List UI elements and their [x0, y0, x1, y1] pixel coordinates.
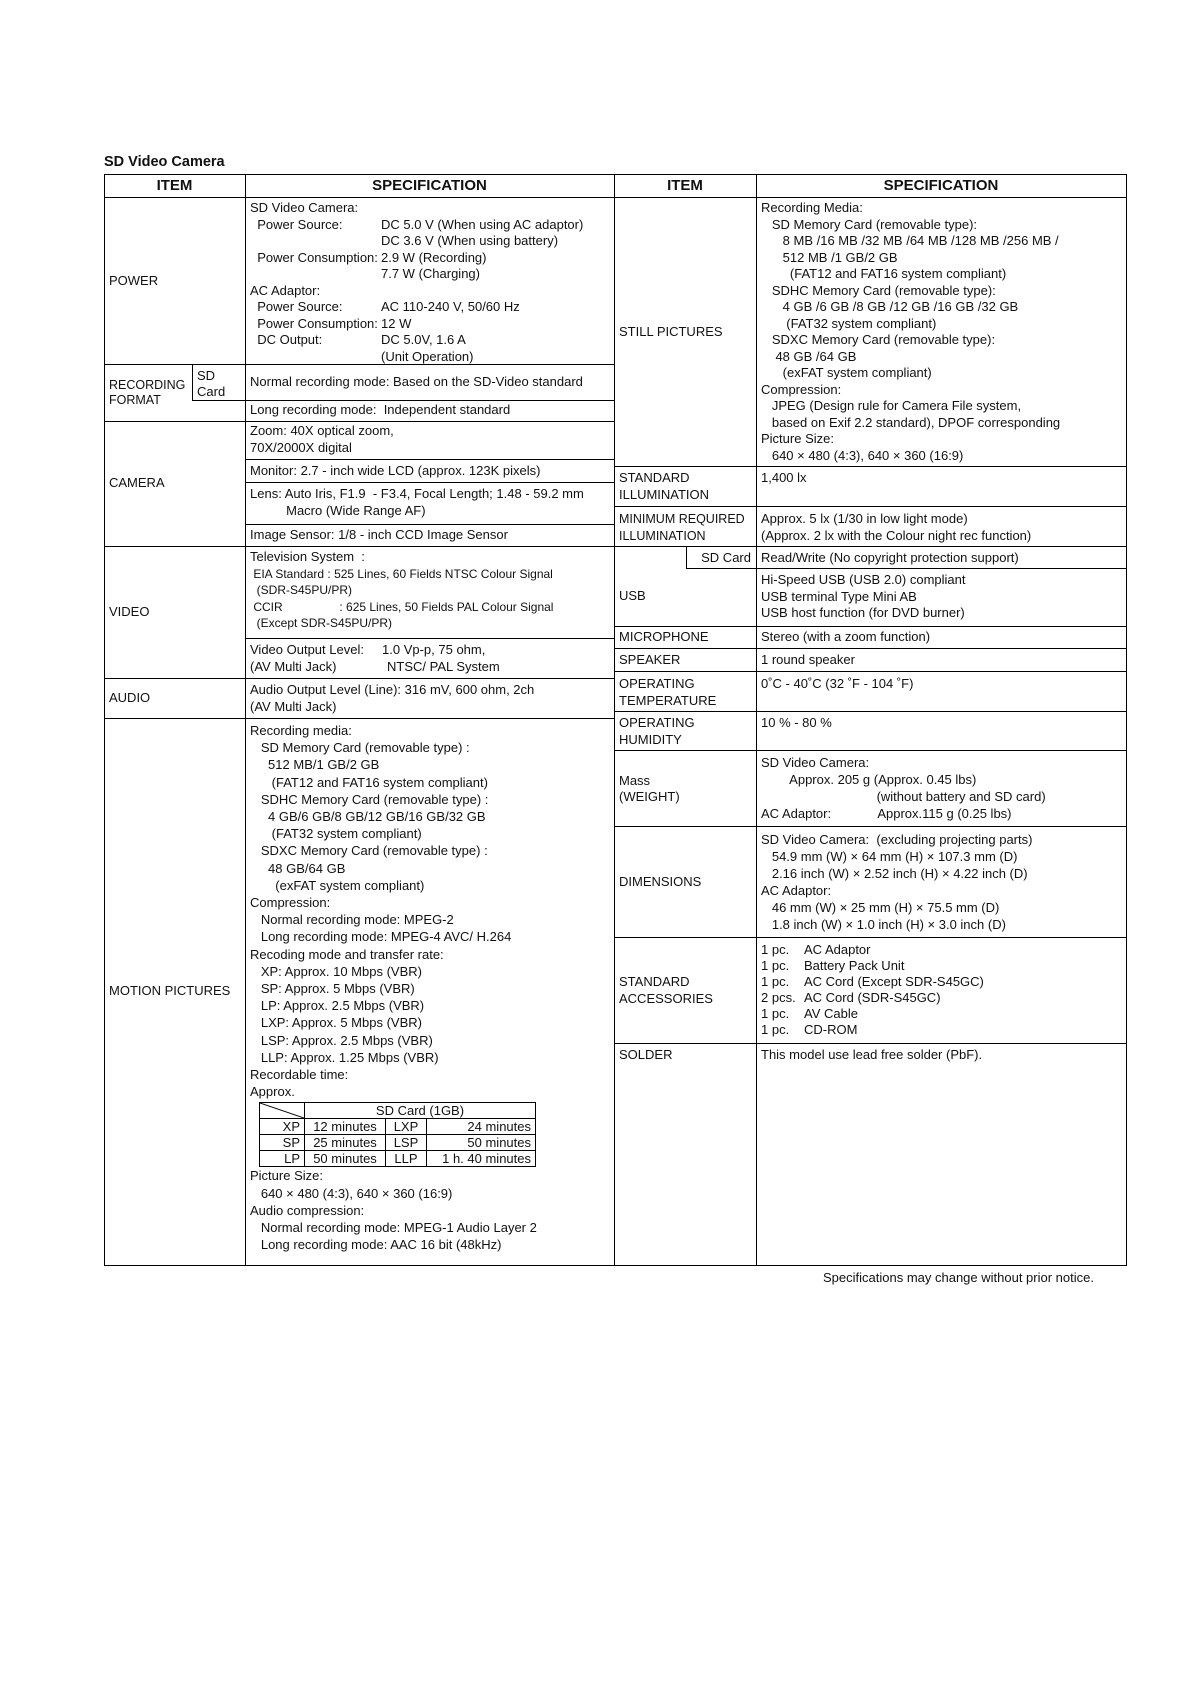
spec-line: 640 × 480 (4:3), 640 × 360 (16:9) — [761, 447, 964, 463]
accessory-qty: 1 pc. — [761, 958, 790, 973]
spec-line: Compression: — [761, 381, 842, 397]
spec-power — [245, 198, 614, 367]
item-camera: CAMERA — [109, 475, 165, 491]
spec-line: SDHC Memory Card (removable type): — [761, 282, 996, 298]
list-item — [761, 1006, 1121, 1022]
spec-line: SDXC Memory Card (removable type): — [761, 332, 996, 347]
spec-line — [250, 332, 609, 349]
spec-line: Audio compression: — [250, 1202, 365, 1218]
spec-line: LLP: Approx. 1.25 Mbps (VBR) — [250, 1049, 439, 1065]
spec-line — [250, 233, 609, 250]
spec-line: Normal recording mode: MPEG-1 Audio Layer 2 — [250, 1220, 537, 1236]
spec-line: LXP: Approx. 5 Mbps (VBR) — [250, 1015, 422, 1031]
item-standard-accessories: STANDARD ACCESSORIES — [619, 974, 713, 1006]
spec-usb-sd-card: Read/Write (No copyright protection support) — [761, 550, 1019, 565]
spec-mass: SD Video Camera: Approx. 205 g (Approx. 0.45 lbs) (without battery and SD card) AC Adaptor: Approx.115 g (0.25 lbs) — [761, 755, 1046, 821]
spec-line — [250, 599, 609, 616]
spec-key — [250, 233, 381, 250]
spec-key: Power Source: — [250, 299, 343, 314]
spec-line: Picture Size: — [250, 1168, 323, 1184]
spec-microphone: Stereo (with a zoom function) — [761, 629, 931, 645]
table-row: XP 12 minutes LXP 24 minutes — [260, 1119, 536, 1135]
spec-line: JPEG (Design rule for Camera File system, — [761, 398, 1022, 413]
spec-line: (exFAT system compliant) — [761, 365, 932, 380]
recordable-time-table — [259, 1102, 536, 1167]
spec-line: 48 GB /64 GB — [761, 348, 857, 364]
spec-line — [250, 615, 609, 632]
accessory-name: CD-ROM — [804, 1022, 858, 1037]
spec-value: DC 5.0V, 1.6 A — [381, 332, 466, 347]
item-solder: SOLDER — [619, 1047, 673, 1062]
spec-line: Long recording mode: MPEG-4 AVC/ H.264 — [250, 929, 512, 945]
spec-standard-accessories — [756, 940, 1126, 1040]
spec-value: (Unit Operation) — [381, 348, 474, 364]
item-dimensions: DIMENSIONS — [619, 873, 702, 889]
spec-value: 12 W — [381, 315, 412, 331]
accessory-name: AC Cord (SDR-S45GC) — [804, 990, 941, 1005]
spec-camera-sensor: Image Sensor: 1/8 - inch CCD Image Sensor — [250, 527, 508, 543]
item-power: POWER — [109, 273, 159, 289]
item-microphone: MICROPHONE — [619, 629, 709, 645]
header-item-left: ITEM — [156, 177, 193, 194]
spec-line: (FAT12 and FAT16 system compliant) — [250, 774, 488, 790]
table-row: LP 50 minutes LLP 1 h. 40 minutes — [260, 1151, 536, 1167]
spec-dimensions: SD Video Camera: (excluding projecting parts) 54.9 mm (W) × 64 mm (H) × 107.3 mm (D) 2.16 inch (W) × 2.52 inch (H) × 4.22 inch (D) AC Adaptor: 46 mm (W) × 25 mm (H) × 75.5 mm (D) 1.8 inch (W) × 1.0 inch (H) × 3.0 inch (D) — [761, 832, 1033, 932]
spec-motion-pictures — [245, 720, 614, 1255]
spec-line: 640 × 480 (4:3), 640 × 360 (16:9) — [250, 1185, 453, 1201]
spec-standard-illumination: 1,400 lx — [761, 470, 807, 485]
spec-value: AC 110-240 V, 50/60 Hz — [381, 299, 520, 314]
list-item — [761, 1022, 1121, 1038]
spec-line: 48 GB/64 GB — [250, 860, 346, 876]
accessory-qty: 1 pc. — [761, 974, 790, 989]
item-recording-format-sub: SD Card — [197, 368, 226, 399]
spec-video-output: Video Output Level: 1.0 Vp-p, 75 ohm, (AV Multi Jack) NTSC/ PAL System — [250, 642, 500, 674]
accessory-name: Battery Pack Unit — [804, 958, 905, 973]
spec-value: 7.7 W (Charging) — [381, 266, 480, 281]
spec-key: SD Video Camera: — [250, 200, 359, 215]
spec-line — [250, 582, 609, 599]
spec-recording-normal: Normal recording mode: Based on the SD-Video standard — [250, 374, 583, 390]
spec-solder: This model use lead free solder (PbF). — [761, 1047, 983, 1062]
spec-key: Television System : — [250, 549, 365, 564]
spec-line: 8 MB /16 MB /32 MB /64 MB /128 MB /256 MB / — [761, 233, 1059, 248]
item-speaker: SPEAKER — [619, 651, 681, 667]
spec-line: SDXC Memory Card (removable type) : — [250, 843, 488, 859]
item-video: VIDEO — [109, 603, 150, 619]
list-item — [761, 942, 1121, 958]
item-still-pictures: STILL PICTURES — [619, 323, 723, 339]
spec-key: Power Consumption: — [250, 315, 378, 331]
accessory-qty: 1 pc. — [761, 1006, 790, 1021]
list-item — [761, 958, 1121, 974]
spec-line: (exFAT system compliant) — [250, 877, 425, 893]
accessory-name: AC Adaptor — [804, 942, 871, 957]
spec-line: Recording media: — [250, 723, 352, 738]
spec-line: (FAT12 and FAT16 system compliant) — [761, 266, 1007, 281]
spec-key: AC Adaptor: — [250, 282, 321, 298]
footnote: Specifications may change without prior notice. — [823, 1270, 1094, 1285]
accessory-name: AV Cable — [804, 1006, 858, 1021]
spec-key: EIA Standard — [250, 566, 325, 581]
item-audio: AUDIO — [109, 689, 151, 705]
spec-value: 2.9 W (Recording) — [381, 249, 487, 265]
spec-line — [250, 250, 609, 267]
spec-min-illumination: Approx. 5 lx (1/30 in low light mode) (Approx. 2 lx with the Colour night rec function) — [761, 511, 1032, 543]
accessory-qty: 2 pcs. — [761, 990, 796, 1005]
item-usb-sd-card: SD Card — [701, 550, 751, 565]
item-operating-temperature: OPERATING TEMPERATURE — [619, 676, 717, 708]
spec-line: (FAT32 system compliant) — [250, 826, 422, 842]
spec-line: 4 GB /6 GB /8 GB /12 GB /16 GB /32 GB — [761, 299, 1019, 314]
spec-speaker: 1 round speaker — [761, 651, 855, 667]
spec-key — [250, 266, 381, 283]
accessory-qty: 1 pc. — [761, 942, 790, 957]
page-title: SD Video Camera — [104, 154, 225, 170]
spec-value: DC 3.6 V (When using battery) — [381, 233, 559, 248]
spec-line: Long recording mode: AAC 16 bit (48kHz) — [250, 1237, 502, 1253]
spec-camera-zoom: Zoom: 40X optical zoom, 70X/2000X digital — [250, 423, 394, 455]
item-recording-format: RECORDING FORMAT — [109, 378, 186, 407]
spec-line: (FAT32 system compliant) — [761, 315, 937, 331]
spec-value: DC 5.0 V (When using AC adaptor) — [381, 216, 584, 232]
spec-line: 4 GB/6 GB/8 GB/12 GB/16 GB/32 GB — [250, 809, 486, 825]
spec-line — [250, 299, 609, 316]
spec-recording-long: Long recording mode: Independent standard — [250, 402, 511, 418]
item-motion-pictures: MOTION PICTURES — [109, 983, 231, 999]
spec-line: Recoding mode and transfer rate: — [250, 946, 444, 962]
header-spec-left: SPECIFICATION — [372, 177, 487, 194]
spec-operating-humidity: 10 % - 80 % — [761, 715, 832, 730]
spec-key: Power Source: — [250, 216, 343, 232]
spec-still-pictures — [756, 198, 1126, 466]
item-min-illumination: MINIMUM REQUIRED ILLUMINATION — [619, 512, 745, 543]
spec-line: SP: Approx. 5 Mbps (VBR) — [250, 981, 415, 997]
spec-line — [250, 566, 609, 583]
spec-line: Approx. — [250, 1084, 295, 1100]
spec-line: Compression: — [250, 895, 331, 911]
spec-line — [250, 283, 609, 300]
spec-video-tv — [245, 547, 614, 634]
table-corner — [260, 1103, 305, 1119]
table-header: SD Card (1GB) — [305, 1103, 536, 1119]
spec-line: 512 MB /1 GB/2 GB — [761, 249, 898, 265]
spec-audio: Audio Output Level (Line): 316 mV, 600 ohm, 2ch (AV Multi Jack) — [250, 682, 535, 714]
item-mass: Mass (WEIGHT) — [619, 772, 680, 804]
item-usb: USB — [619, 588, 646, 604]
spec-value: : 625 Lines, 50 Fields PAL Colour Signal — [282, 599, 554, 614]
spec-key: CCIR — [250, 599, 283, 614]
spec-line: LP: Approx. 2.5 Mbps (VBR) — [250, 998, 425, 1014]
spec-line — [250, 349, 609, 366]
spec-camera-lens: Lens: Auto Iris, F1.9 - F3.4, Focal Length; 1.48 - 59.2 mm Macro (Wide Range AF) — [250, 486, 584, 518]
table-row: SP 25 minutes LSP 50 minutes — [260, 1135, 536, 1151]
spec-key: (Except SDR-S45PU/PR) — [250, 616, 393, 630]
spec-value: : 525 Lines, 60 Fields NTSC Colour Signal — [324, 566, 553, 581]
spec-line: SDHC Memory Card (removable type) : — [250, 791, 489, 807]
spec-key: DC Output: — [250, 332, 323, 347]
spec-camera-monitor: Monitor: 2.7 - inch wide LCD (approx. 123K pixels) — [250, 462, 541, 478]
spec-line: based on Exif 2.2 standard), DPOF corresponding — [761, 414, 1061, 430]
item-standard-illumination: STANDARD ILLUMINATION — [619, 470, 710, 502]
spec-line: Recording Media: — [761, 200, 863, 215]
accessory-qty: 1 pc. — [761, 1022, 790, 1037]
spec-line: SD Memory Card (removable type) : — [250, 740, 470, 756]
spec-usb: Hi-Speed USB (USB 2.0) compliant USB terminal Type Mini AB USB host function (for DVD burner) — [761, 572, 966, 620]
list-item — [761, 990, 1121, 1006]
spec-line: XP: Approx. 10 Mbps (VBR) — [250, 963, 422, 979]
spec-line — [250, 316, 609, 333]
header-spec-right: SPECIFICATION — [883, 177, 999, 194]
spec-line — [250, 549, 609, 566]
spec-line: Picture Size: — [761, 431, 834, 446]
spec-key: Power Consumption: — [250, 249, 378, 265]
spec-line — [250, 217, 609, 234]
item-operating-humidity: OPERATING HUMIDITY — [619, 715, 695, 747]
spec-line: Recordable time: — [250, 1067, 349, 1083]
spec-line — [250, 200, 609, 217]
header-item-right: ITEM — [667, 177, 703, 194]
spec-line — [250, 266, 609, 283]
spec-line: 512 MB/1 GB/2 GB — [250, 757, 380, 773]
spec-operating-temperature: 0˚C - 40˚C (32 ˚F - 104 ˚F) — [761, 676, 914, 691]
accessory-name: AC Cord (Except SDR-S45GC) — [804, 974, 984, 989]
spec-key: (SDR-S45PU/PR) — [250, 583, 353, 597]
spec-line: Normal recording mode: MPEG-2 — [250, 912, 454, 928]
spec-line: LSP: Approx. 2.5 Mbps (VBR) — [250, 1032, 433, 1048]
list-item — [761, 974, 1121, 990]
spec-key — [250, 349, 381, 366]
spec-line: SD Memory Card (removable type): — [761, 216, 978, 232]
